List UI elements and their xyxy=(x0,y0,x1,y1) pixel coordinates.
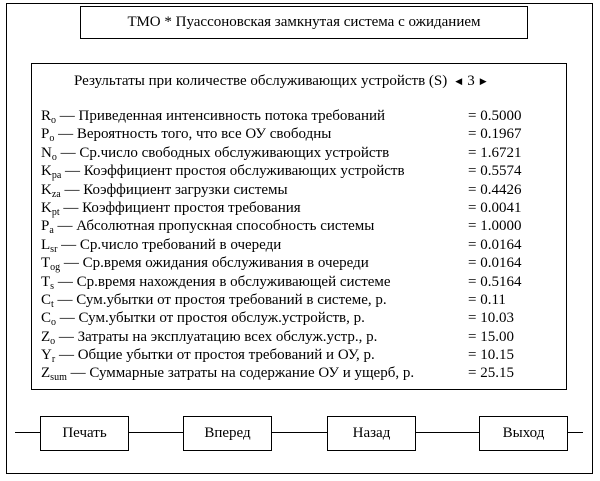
result-description: — Коэффициент загрузки системы xyxy=(60,181,288,198)
result-description: — Сум.убытки от простоя требований в системе, р. xyxy=(53,291,387,308)
result-value: = 0.5000 xyxy=(468,108,522,124)
result-row xyxy=(41,107,561,125)
result-row xyxy=(41,254,561,272)
result-symbol: $Z_o$ xyxy=(41,328,56,347)
window-title xyxy=(80,6,528,39)
result-row xyxy=(41,291,561,309)
results-panel xyxy=(31,63,567,390)
result-description: — Приведенная интенсивность потока требований xyxy=(56,108,386,124)
result-value: = 0.1967 xyxy=(468,126,522,143)
servers-count-value: 3 xyxy=(467,72,475,89)
window-title-text: ТМО * Пуассоновская замкнутая система с ожиданием xyxy=(127,14,481,30)
result-value: = 0.0164 xyxy=(468,255,522,272)
result-symbol: $Y_r$ xyxy=(41,347,56,366)
result-description: — Вероятность того, что все ОУ свободны xyxy=(54,126,332,143)
result-value: = 10.03 xyxy=(468,310,514,327)
result-value: = 0.0041 xyxy=(468,199,522,216)
result-symbol: $T_{og}$ xyxy=(41,255,61,274)
result-symbol: $P_a$ xyxy=(41,218,54,237)
result-value: = 0.4426 xyxy=(468,181,522,198)
result-symbol: $Z_{sum}$ xyxy=(41,365,67,384)
forward-button[interactable]: Вперед xyxy=(183,416,272,451)
result-description: — Коэффициент простоя обслуживающих устройств xyxy=(61,163,405,180)
result-value: = 1.0000 xyxy=(468,218,522,235)
result-value: = 1.6721 xyxy=(468,144,522,161)
result-symbol: $P_o$ xyxy=(41,126,55,145)
result-value: = 10.15 xyxy=(468,347,514,364)
result-value: = 25.15 xyxy=(468,365,514,382)
result-description: — Ср.время ожидания обслуживания в очереди xyxy=(60,255,369,272)
result-value: = 0.5164 xyxy=(468,273,522,290)
result-description: — Затраты на эксплуатацию всех обслуж.устр., р. xyxy=(55,328,378,345)
result-row xyxy=(41,273,561,291)
result-description: — Коэффициент простоя требования xyxy=(59,199,301,216)
servers-spinner[interactable] xyxy=(453,73,488,90)
result-symbol: $K_{pt}$ xyxy=(41,199,60,218)
result-value: = 0.11 xyxy=(468,291,506,308)
result-row xyxy=(41,217,561,235)
result-description: — Ср.время нахождения в обслуживающей системе xyxy=(54,273,391,290)
decrement-arrow-icon[interactable]: ◀ xyxy=(455,75,463,86)
result-symbol: $T_s$ xyxy=(41,273,55,292)
result-value: = 15.00 xyxy=(468,328,514,345)
result-row xyxy=(41,125,561,143)
back-button[interactable]: Назад xyxy=(327,416,416,451)
result-symbol: $K_{za}$ xyxy=(41,181,61,200)
result-row xyxy=(41,144,561,162)
result-row xyxy=(41,364,561,382)
result-symbol: $R_o$ xyxy=(41,108,57,126)
result-symbol: $K_{pa}$ xyxy=(41,163,62,182)
result-symbol: $N_o$ xyxy=(41,144,57,163)
results-list xyxy=(41,107,561,383)
result-description: — Ср.число требований в очереди xyxy=(57,236,282,253)
result-row xyxy=(41,199,561,217)
result-symbol: $C_t$ xyxy=(41,291,54,310)
results-header-label: Результаты при количестве обслуживающих устройств (S) xyxy=(74,72,448,89)
print-button[interactable]: Печать xyxy=(40,416,129,451)
results-header xyxy=(74,71,489,91)
result-row xyxy=(41,236,561,254)
increment-arrow-icon[interactable]: ▶ xyxy=(479,75,487,86)
exit-button[interactable]: Выход xyxy=(479,416,568,451)
result-description: — Общие убытки от простоя требований и ОУ, р. xyxy=(55,347,375,364)
result-value: = 0.0164 xyxy=(468,236,522,253)
result-row xyxy=(41,328,561,346)
result-value: = 0.5574 xyxy=(468,163,522,180)
result-row xyxy=(41,309,561,327)
result-symbol: $L_{sr}$ xyxy=(41,236,58,255)
result-description: — Ср.число свободных обслуживающих устройств xyxy=(56,144,390,161)
result-description: — Абсолютная пропускная способность системы xyxy=(53,218,375,235)
result-description: — Сум.убытки от простоя обслуж.устройств, р. xyxy=(56,310,365,327)
result-symbol: $C_o$ xyxy=(41,310,57,329)
result-row xyxy=(41,346,561,364)
result-row xyxy=(41,181,561,199)
result-row xyxy=(41,162,561,180)
result-description: — Суммарные затраты на содержание ОУ и ущерб, р. xyxy=(66,365,415,382)
